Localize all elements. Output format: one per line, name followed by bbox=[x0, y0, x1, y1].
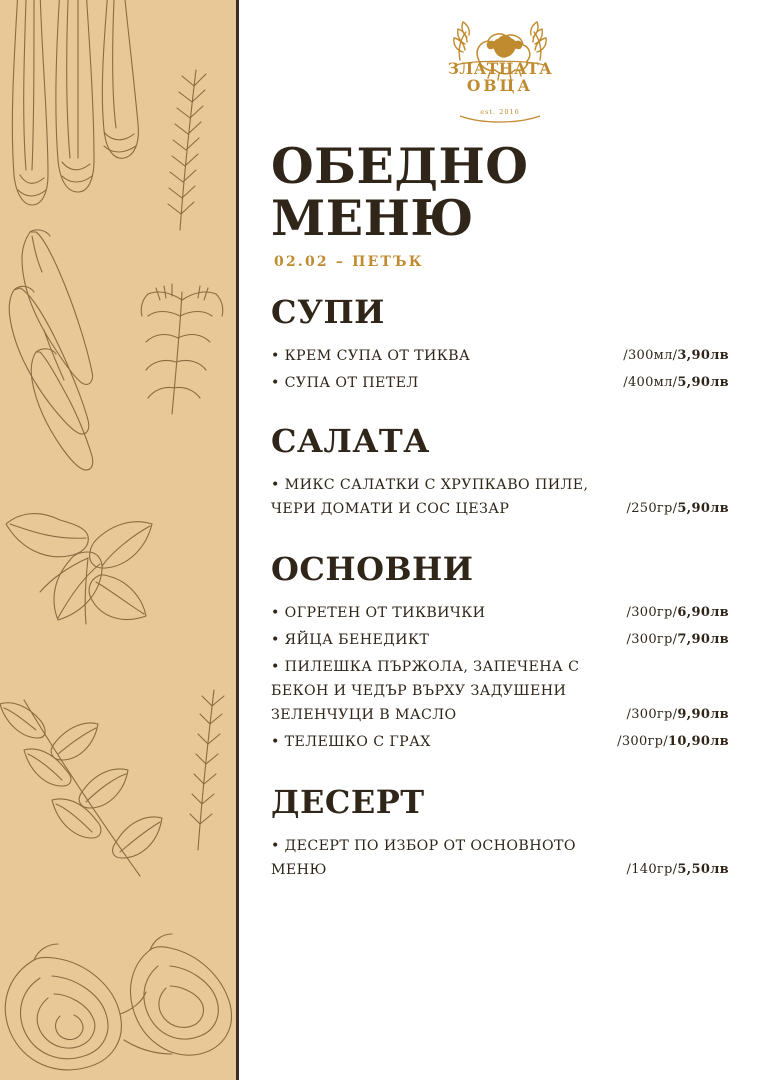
menu-item-quantity: /140гр/ bbox=[626, 862, 678, 877]
section-mains bbox=[271, 551, 729, 754]
section-title-mains: ОСНОВНИ bbox=[271, 550, 474, 588]
spring-onion-illustration bbox=[12, 0, 138, 205]
menu-item-name: • МИКС САЛАТКИ С ХРУПКАВО ПИЛЕ, ЧЕРИ ДОМАТИ И СОС ЦЕЗАР bbox=[271, 477, 589, 517]
menu-item-name: • ПИЛЕШКА ПЪРЖОЛА, ЗАПЕЧЕНА С БЕКОН И ЧЕДЪР ВЪРХУ ЗАДУШЕНИ ЗЕЛЕНЧУЦИ В МАСЛО bbox=[271, 659, 580, 723]
menu-item-quantity: /300гр/ bbox=[626, 605, 678, 620]
herb-illustrations-svg bbox=[0, 0, 236, 1080]
chili-pepper-illustration bbox=[9, 230, 93, 470]
menu-content bbox=[239, 0, 763, 1080]
menu-item bbox=[271, 628, 729, 652]
menu-item-quantity: /300мл/ bbox=[623, 348, 678, 363]
section-title-soups: СУПИ bbox=[271, 293, 385, 331]
brand-logo bbox=[442, 20, 558, 128]
menu-item-quantity: /300гр/ bbox=[626, 707, 678, 722]
menu-item-cost: 5,90лв bbox=[677, 375, 729, 390]
menu-item-price bbox=[617, 497, 729, 521]
menu-item-price bbox=[617, 703, 729, 727]
menu-item-name: • СУПА ОТ ПЕТЕЛ bbox=[271, 375, 419, 391]
menu-item-cost: 6,90лв bbox=[677, 605, 729, 620]
menu-date: 02.02 – ПЕТЪК bbox=[274, 254, 424, 270]
menu-item bbox=[271, 473, 729, 521]
section-dessert bbox=[271, 784, 729, 882]
menu-item-price bbox=[617, 601, 729, 625]
menu-item-cost: 9,90лв bbox=[677, 707, 729, 722]
menu-item-cost: 5,90лв bbox=[677, 501, 729, 516]
menu-item-price bbox=[607, 730, 729, 754]
menu-item-name: • ЯЙЦА БЕНЕДИКТ bbox=[271, 632, 430, 648]
page-title: ОБЕДНО МЕНЮ bbox=[271, 137, 529, 247]
menu-item-quantity: /400мл/ bbox=[623, 375, 678, 390]
menu-item-quantity: /300гр/ bbox=[626, 632, 678, 647]
bay-leaf-illustration bbox=[0, 700, 162, 876]
menu-item-name: • КРЕМ СУПА ОТ ТИКВА bbox=[271, 348, 471, 364]
logo-line-2: ОВЦА bbox=[466, 76, 534, 95]
section-soups bbox=[271, 294, 729, 395]
menu-item bbox=[271, 655, 729, 727]
menu-item-name: • ТЕЛЕШКО С ГРАХ bbox=[271, 734, 431, 750]
menu-item-quantity: /250гр/ bbox=[626, 501, 678, 516]
logo-established: est. 2016 bbox=[480, 108, 520, 116]
section-salad bbox=[271, 423, 729, 521]
menu-item-cost: 3,90лв bbox=[677, 348, 729, 363]
basil-illustration bbox=[6, 514, 152, 624]
logo-wordmark bbox=[442, 60, 558, 94]
menu-item-cost: 10,90лв bbox=[667, 734, 729, 749]
rosemary-sprig-lower bbox=[190, 690, 224, 850]
herb-illustration-panel bbox=[0, 0, 236, 1080]
logo-container bbox=[271, 0, 729, 128]
section-title-dessert: ДЕСЕРТ bbox=[271, 783, 425, 821]
menu-item-quantity: /300гр/ bbox=[617, 734, 668, 749]
menu-item bbox=[271, 730, 729, 754]
onion-illustration bbox=[5, 934, 231, 1070]
menu-item-price bbox=[617, 628, 729, 652]
menu-item-name: • ДЕСЕРТ ПО ИЗБОР ОТ ОСНОВНОТО МЕНЮ bbox=[271, 838, 576, 878]
menu-item bbox=[271, 601, 729, 625]
menu-item bbox=[271, 344, 729, 368]
menu-item-cost: 5,50лв bbox=[677, 862, 729, 877]
menu-item-name: • ОГРЕТЕН ОТ ТИКВИЧКИ bbox=[271, 605, 486, 621]
menu-item bbox=[271, 834, 729, 882]
logo-line-1: ЗЛАТНАТА bbox=[447, 59, 553, 78]
menu-item-cost: 7,90лв bbox=[677, 632, 729, 647]
menu-item bbox=[271, 371, 729, 395]
section-title-salad: САЛАТА bbox=[271, 422, 430, 460]
menu-item-price bbox=[617, 858, 729, 882]
rosemary-illustration bbox=[168, 70, 206, 230]
menu-item-price bbox=[613, 371, 729, 395]
dill-illustration bbox=[141, 284, 223, 414]
menu-item-price bbox=[613, 344, 729, 368]
